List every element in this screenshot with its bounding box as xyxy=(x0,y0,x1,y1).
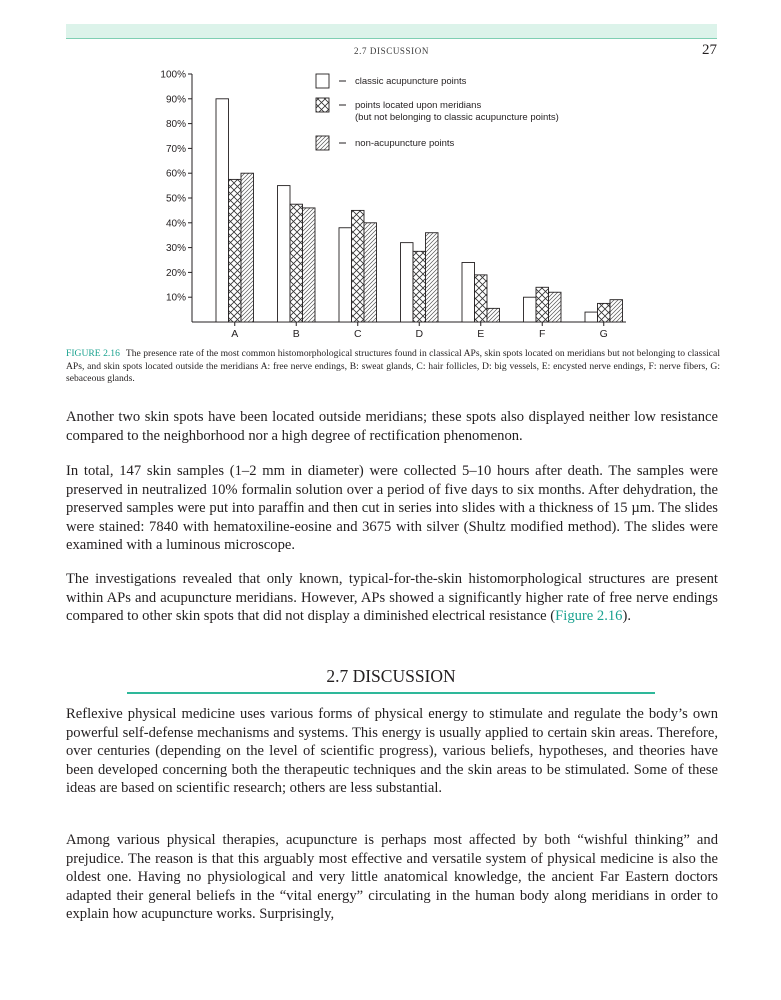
x-tick-label-g: G xyxy=(599,328,608,340)
bar-f-1 xyxy=(524,297,537,322)
x-tick-label-a: A xyxy=(231,328,239,340)
y-tick-label: 80% xyxy=(165,119,186,131)
bar-b-2 xyxy=(290,204,303,322)
bar-b-1 xyxy=(278,186,291,322)
bar-g-3 xyxy=(610,300,623,322)
section-heading-text: 2.7 DISCUSSION xyxy=(326,666,456,686)
bar-c-3 xyxy=(364,223,377,322)
y-tick-label: 90% xyxy=(165,94,186,106)
paragraph-5: Among various physical therapies, acupuncture is perhaps most affected by both “wishful thinking” and prejudice. The reason is that this arguably most effective and versatile system of physical medicine is also the oldest one. Having no physiological and very little anatomical knowledge, the ancient Far Eastern doctors adapted their general beliefs in the “vital energy” circulating in the human body along meridians in order to explain how acupuncture works. Surprisingly, xyxy=(66,832,718,923)
bar-d-3 xyxy=(426,233,439,322)
y-tick-label: 30% xyxy=(165,243,186,255)
bar-a-1 xyxy=(216,99,229,322)
bar-e-3 xyxy=(487,308,500,322)
paragraph-3-end: ). xyxy=(622,608,631,625)
legend-swatch-3 xyxy=(316,136,329,150)
y-tick-label: 50% xyxy=(165,193,186,205)
legend-swatch-2 xyxy=(316,98,329,112)
paragraph-3 xyxy=(66,570,718,626)
legend-label-3: non-acupuncture points xyxy=(355,138,455,149)
x-tick-label-c: C xyxy=(353,328,362,340)
legend-label-1: classic acupuncture points xyxy=(355,76,467,87)
y-tick-label: 60% xyxy=(165,168,186,180)
bar-b-3 xyxy=(303,208,316,322)
bar-g-1 xyxy=(585,312,598,322)
bar-g-2 xyxy=(598,303,611,322)
bar-d-1 xyxy=(401,243,414,322)
bar-f-2 xyxy=(536,287,549,322)
paragraph-4: Reflexive physical medicine uses various forms of physical energy to stimulate and regulate the body’s own powerful self-defense mechanisms and systems. This energy is usually applied to certain skin areas. Therefore, over centuries (depending on the level of scientific progress), various beliefs, hypotheses, and theories have been developed concerning both the therapeutic techniques and the skin areas to be stimulated. Some of these ideas are based on scientific research; others are less substantial. xyxy=(66,706,718,797)
y-tick-label: 20% xyxy=(165,267,186,279)
y-tick-label: 70% xyxy=(165,143,186,155)
bar-c-1 xyxy=(339,228,352,322)
x-tick-label-e: E xyxy=(477,328,485,340)
header-band xyxy=(66,24,717,39)
bar-a-2 xyxy=(229,179,242,322)
figure-label: FIGURE 2.16 xyxy=(66,348,120,359)
bar-d-2 xyxy=(413,251,426,322)
bar-c-2 xyxy=(352,210,365,322)
legend-label-2: points located upon meridians xyxy=(355,100,482,111)
bar-e-2 xyxy=(475,275,488,322)
figure-caption xyxy=(66,348,720,386)
figure-caption-text: The presence rate of the most common histomorphological structures found in classical APs, skin spots located on meridians but not belonging to classical APs, and skin spots located outside the meridians A: free nerve endings, B: sweat glands, C: hair follicles, D: big vessels, E: encysted nerve endings, F: nerve fibers, G: sebaceous glands. xyxy=(66,348,720,384)
x-tick-label-b: B xyxy=(292,328,300,340)
paragraph-1: Another two skin spots have been located outside meridians; these spots also displayed neither low resistance compared to the neighborhood nor a high degree of rectification phenomenon. xyxy=(66,409,718,444)
y-tick-label: 40% xyxy=(165,218,186,230)
bar-e-1 xyxy=(462,262,475,322)
y-tick-label: 10% xyxy=(165,292,186,304)
paragraph-3-text: The investigations revealed that only known, typical-for-the-skin histomorphological structures are present within APs and acupuncture meridians. However, APs showed a significantly higher rate of free nerve endings compared to other skin spots that did not display a diminished electrical resistance ( xyxy=(66,571,718,625)
legend-label-2-line-2: (but not belonging to classic acupuncture points) xyxy=(355,112,559,123)
section-heading xyxy=(127,666,655,694)
figure-link[interactable]: Figure 2.16 xyxy=(555,608,623,625)
x-tick-label-d: D xyxy=(415,328,424,340)
running-title: 2.7 DISCUSSION xyxy=(354,46,429,56)
bar-f-3 xyxy=(549,292,562,322)
x-tick-label-f: F xyxy=(539,328,546,340)
paragraph-2: In total, 147 skin samples (1–2 mm in diameter) were collected 5–10 hours after death. The samples were preserved in neutralized 10% formalin solution over a period of five days to six months. After dehydration, the preserved samples were put into paraffin and then cut in series into slides with a thickness of 15 µm. The slides were stained: 7840 with hematoxiline-eosine and 3675 with silver (Shultz modified method). The slides were examined with a luminous microscope. xyxy=(66,463,718,554)
bar-chart xyxy=(150,64,630,344)
page-number: 27 xyxy=(702,42,717,58)
bar-a-3 xyxy=(241,173,254,322)
running-head xyxy=(66,44,717,62)
legend-swatch-1 xyxy=(316,74,329,88)
y-tick-label: 100% xyxy=(160,69,186,81)
